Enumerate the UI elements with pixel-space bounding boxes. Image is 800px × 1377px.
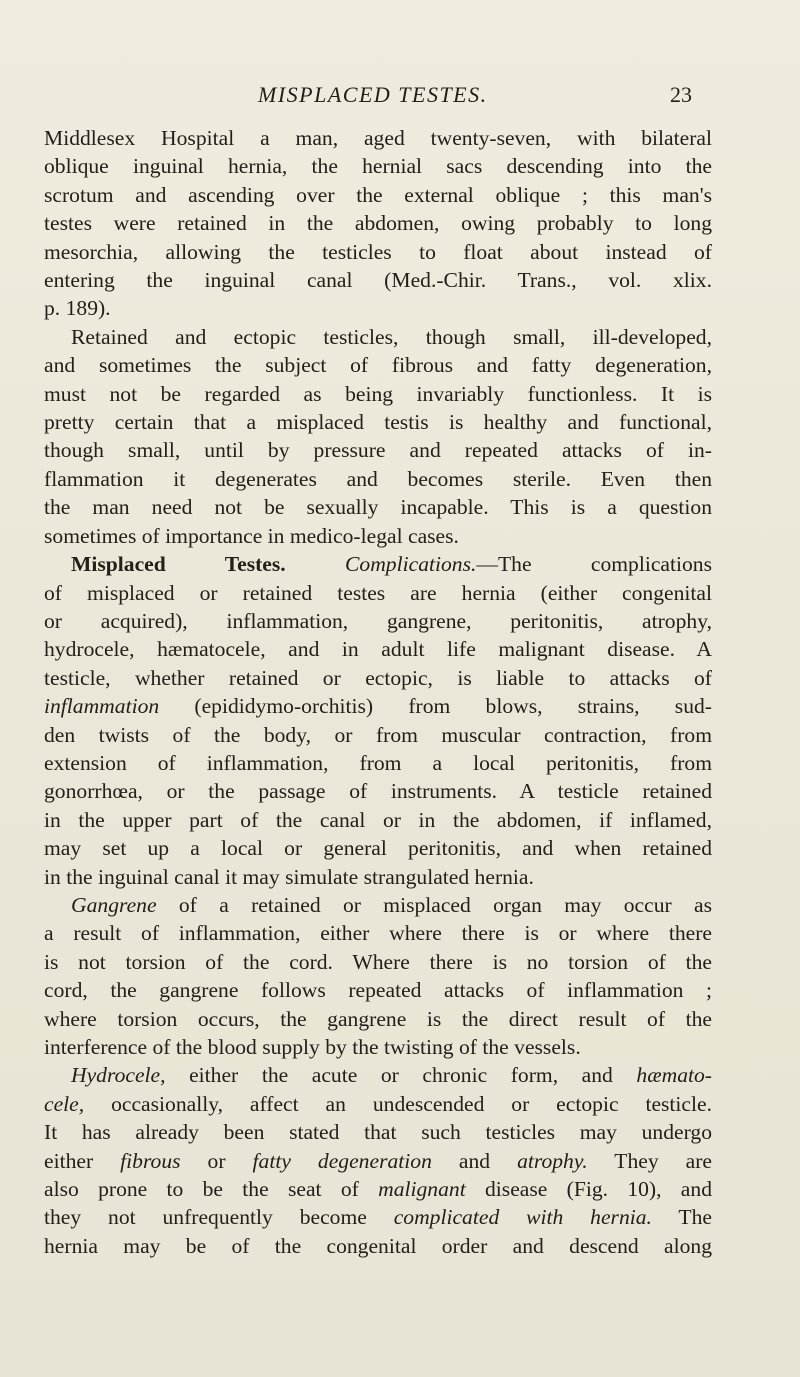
text-line [44, 323, 712, 351]
text-segment: and sometimes the subject of fibrous and fatty degeneration, [44, 353, 712, 378]
emphasis-text: complicated with hernia. [393, 1205, 652, 1230]
text-line [44, 209, 712, 237]
emphasis-text: cele, [44, 1091, 85, 1116]
text-segment: They are [587, 1148, 712, 1173]
text-line [44, 834, 712, 862]
text-segment: is not torsion of the cord. Where there is no torsion of the [44, 949, 712, 974]
text-segment [286, 552, 345, 576]
text-line [44, 891, 712, 919]
text-line [44, 721, 712, 749]
text-segment: flammation it degenerates and becomes sterile. Even then [44, 466, 712, 491]
text-segment: though small, until by pressure and repeated attacks of in- [44, 438, 712, 463]
section-heading: Misplaced Testes. [71, 552, 286, 577]
text-segment: (epididymo-orchitis) from blows, strains, sud- [159, 694, 712, 719]
text-line [44, 1232, 712, 1260]
text-line [44, 806, 712, 834]
text-segment: must not be regarded as being invariably functionless. It is [44, 381, 712, 406]
text-segment: testicle, whether retained or ectopic, is liable to attacks of [44, 665, 712, 690]
text-line [44, 493, 712, 521]
text-segment: pretty certain that a misplaced testis is healthy and functional, [44, 410, 712, 435]
text-segment: hernia may be of the congenital order and descend along [44, 1233, 712, 1258]
text-segment: interference of the blood supply by the twisting of the vessels. [44, 1035, 581, 1059]
text-line [44, 1005, 712, 1033]
text-segment: they not unfrequently become [44, 1205, 394, 1230]
text-segment: a result of inflammation, either where there is or where there [44, 921, 712, 946]
text-segment: in the inguinal canal it may simulate strangulated hernia. [44, 864, 534, 889]
text-segment: may set up a local or general peritonitis, and when retained [44, 836, 712, 861]
text-segment: den twists of the body, or from muscular contraction, from [44, 722, 712, 747]
text-segment: Middlesex Hospital a man, aged twenty-seven, with bilateral [44, 126, 712, 150]
text-segment: either the acute or chronic form, and [165, 1063, 637, 1088]
text-line [44, 919, 712, 947]
text-segment: either [44, 1148, 121, 1173]
emphasis-text: atrophy. [517, 1148, 588, 1173]
text-segment: in the upper part of the canal or in the abdomen, if inflamed, [44, 807, 712, 832]
text-segment: hydrocele, hæmatocele, and in adult life malignant disease. A [44, 637, 712, 662]
text-segment: of a retained or misplaced organ may occur as [156, 892, 712, 917]
text-line [44, 1033, 712, 1061]
text-line [44, 152, 712, 180]
text-segment: —The complications [476, 552, 713, 577]
text-segment: testes were retained in the abdomen, owing probably to long [44, 211, 712, 236]
text-segment: It has already been stated that such testicles may undergo [44, 1120, 712, 1145]
text-line [44, 380, 712, 408]
text-segment: where torsion occurs, the gangrene is the direct result of the [44, 1006, 712, 1031]
emphasis-text: fatty degeneration [252, 1148, 432, 1173]
text-segment: sometimes of importance in medico-legal cases. [44, 523, 459, 548]
text-segment: or acquired), inflammation, gangrene, peritonitis, atrophy, [44, 608, 712, 633]
text-segment: gonorrhœa, or the passage of instruments. A testicle retained [44, 779, 712, 804]
text-line [44, 1061, 712, 1089]
emphasis-text: fibrous [120, 1148, 181, 1173]
text-segment: Retained and ectopic testicles, though small, ill-developed, [71, 324, 712, 349]
emphasis-text: inflammation [44, 694, 160, 719]
body-text [44, 124, 712, 1260]
text-line [44, 976, 712, 1004]
text-line [44, 550, 712, 578]
text-segment: occasionally, affect an undescended or ectopic testicle. [84, 1091, 712, 1116]
text-line [44, 777, 712, 805]
text-segment: disease (Fig. 10), and [465, 1177, 712, 1202]
text-segment: entering the inguinal canal (Med.-Chir. Trans., vol. xlix. [44, 268, 712, 293]
emphasis-text: Gangrene [71, 892, 157, 917]
text-line [44, 1175, 712, 1203]
text-line [44, 1203, 712, 1231]
emphasis-text: malignant [378, 1177, 466, 1202]
emphasis-text: Hydrocele, [71, 1063, 166, 1088]
text-line [44, 579, 712, 607]
text-segment: The [651, 1205, 712, 1230]
text-segment: scrotum and ascending over the external oblique ; this man's [44, 182, 712, 207]
text-segment: also prone to be the seat of [44, 1177, 379, 1202]
text-line [44, 1090, 712, 1118]
text-line [44, 664, 712, 692]
running-title: MISPLACED TESTES. [258, 82, 488, 107]
text-line [44, 1118, 712, 1146]
text-line [44, 1147, 712, 1175]
text-segment: mesorchia, allowing the testicles to float about instead of [44, 239, 712, 264]
text-segment: the man need not be sexually incapable. This is a question [44, 495, 712, 520]
text-segment: and [431, 1148, 518, 1173]
text-segment: of misplaced or retained testes are hernia (either congenital [44, 580, 712, 605]
text-line [44, 635, 712, 663]
text-line [44, 522, 712, 550]
text-segment: or [180, 1148, 253, 1173]
text-line [44, 863, 712, 891]
text-segment: cord, the gangrene follows repeated attacks of inflammation ; [44, 978, 712, 1003]
text-line [44, 124, 712, 152]
text-line [44, 238, 712, 266]
text-line [44, 692, 712, 720]
page-number: 23 [670, 82, 692, 107]
text-line [44, 266, 712, 294]
text-segment: extension of inflammation, from a local peritonitis, from [44, 750, 712, 775]
text-line [44, 294, 712, 322]
text-segment: p. 189). [44, 296, 111, 321]
text-line [44, 181, 712, 209]
emphasis-text: Complications. [345, 552, 477, 577]
text-line [44, 465, 712, 493]
text-line [44, 436, 712, 464]
text-line [44, 749, 712, 777]
text-line [44, 351, 712, 379]
text-segment: oblique inguinal hernia, the hernial sacs descending into the [44, 154, 712, 179]
emphasis-text: hæmato- [636, 1063, 712, 1088]
text-line [44, 408, 712, 436]
text-line [44, 948, 712, 976]
text-line [44, 607, 712, 635]
